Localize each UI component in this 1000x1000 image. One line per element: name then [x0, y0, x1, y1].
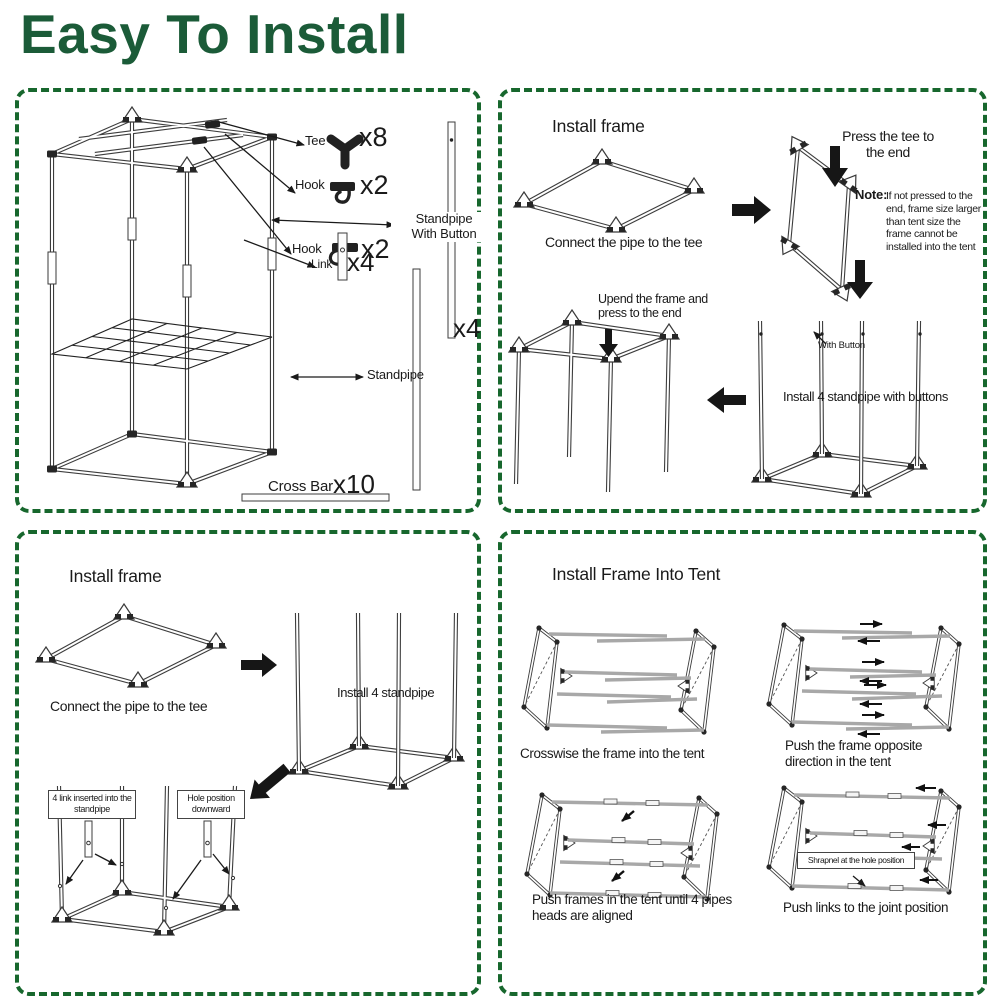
press-tee-label: Press the tee to the end — [842, 128, 934, 161]
arrow-down-left-icon — [250, 764, 291, 799]
install-into-tent-panel — [498, 530, 987, 996]
with-button-label: With Button — [818, 340, 865, 351]
step-caption: Push links to the joint position — [783, 900, 949, 915]
align-heads-illustration — [524, 792, 719, 901]
tee-qty: x8 — [359, 122, 388, 152]
link-insert-arrow — [173, 860, 201, 899]
step-caption: Push the frame opposite direction in the tent — [785, 738, 923, 769]
arrow-right-icon — [732, 196, 771, 224]
arrow-right-icon — [241, 653, 277, 677]
note-title: Note: — [855, 187, 888, 202]
pipe-buttons — [759, 332, 921, 335]
step-caption: Install 4 standpipe — [337, 685, 435, 700]
panel-heading: Install frame — [69, 566, 162, 586]
arrow-left-icon — [707, 387, 746, 413]
panel-heading: Install frame — [552, 116, 645, 136]
tee-icon — [331, 139, 359, 165]
standpipe-with-button-label: Standpipe With Button — [391, 212, 497, 242]
link-part-icon — [338, 233, 347, 280]
crossbar-qty: x10 — [333, 469, 375, 499]
link-insert-arrow — [213, 854, 229, 874]
step-caption: Connect the pipe to the tee — [50, 698, 208, 714]
link-part-icon — [204, 821, 211, 857]
step-caption: Install 4 standpipe with buttons — [783, 389, 948, 404]
tee-label: Tee — [305, 133, 326, 148]
crossbar-label: Cross Bar — [268, 478, 333, 495]
push-arrow — [622, 811, 634, 821]
standpipe-button-pointer-arrow — [272, 220, 394, 225]
link-qty: x4 — [347, 247, 375, 277]
link-part-icon — [85, 821, 92, 857]
hook-qty: x2 — [360, 170, 389, 200]
hook-qty: x2 — [361, 234, 390, 264]
push-direction-arrows — [858, 624, 886, 734]
hook-pointer-arrow — [204, 147, 291, 254]
step-caption: Push frames in the tent until 4 pipes heads are aligned — [532, 892, 732, 923]
link-label: Link — [311, 257, 333, 271]
push-arrow — [612, 871, 624, 881]
standpipe-label: Standpipe — [367, 367, 424, 382]
parts-diagram-illustration — [19, 92, 477, 509]
page-title: Easy To Install — [20, 3, 409, 65]
crosswise-illustration — [521, 625, 716, 734]
hook-label: Hook — [295, 177, 325, 192]
link-inserted-box-label: 4 link inserted into the standpipe — [48, 790, 136, 819]
arrow-down-icon — [847, 260, 873, 299]
install-frame-links-illustration — [19, 534, 477, 992]
parts-panel — [15, 88, 481, 513]
standpipe-with-button-qty: x4 — [453, 313, 481, 343]
push-opposite-illustration — [766, 622, 961, 734]
hook-label: Hook — [292, 241, 322, 256]
install-frame-steps-panel — [498, 88, 987, 513]
push-links-illustration — [766, 785, 961, 894]
step-caption: Crosswise the frame into the tent — [520, 746, 705, 761]
panel-heading: Install Frame Into Tent — [552, 564, 721, 584]
install-frame-links-panel — [15, 530, 481, 996]
step-caption: Connect the pipe to the tee — [545, 234, 703, 250]
link-insert-arrow — [95, 854, 116, 865]
link-insert-arrow — [66, 860, 83, 884]
shrapnel-box-label: Shrapnel at the hole position — [797, 852, 915, 869]
upend-label: Upend the frame and press to the end — [598, 292, 708, 321]
note-body: If not pressed to the end, frame size larger than tent size the frame cannot be installed into the tent — [886, 190, 981, 254]
hole-position-box-label: Hole position downward — [177, 790, 245, 819]
hook-icon — [330, 182, 355, 202]
leg-collars — [48, 218, 276, 297]
hook-on-rail-icon — [192, 136, 208, 145]
